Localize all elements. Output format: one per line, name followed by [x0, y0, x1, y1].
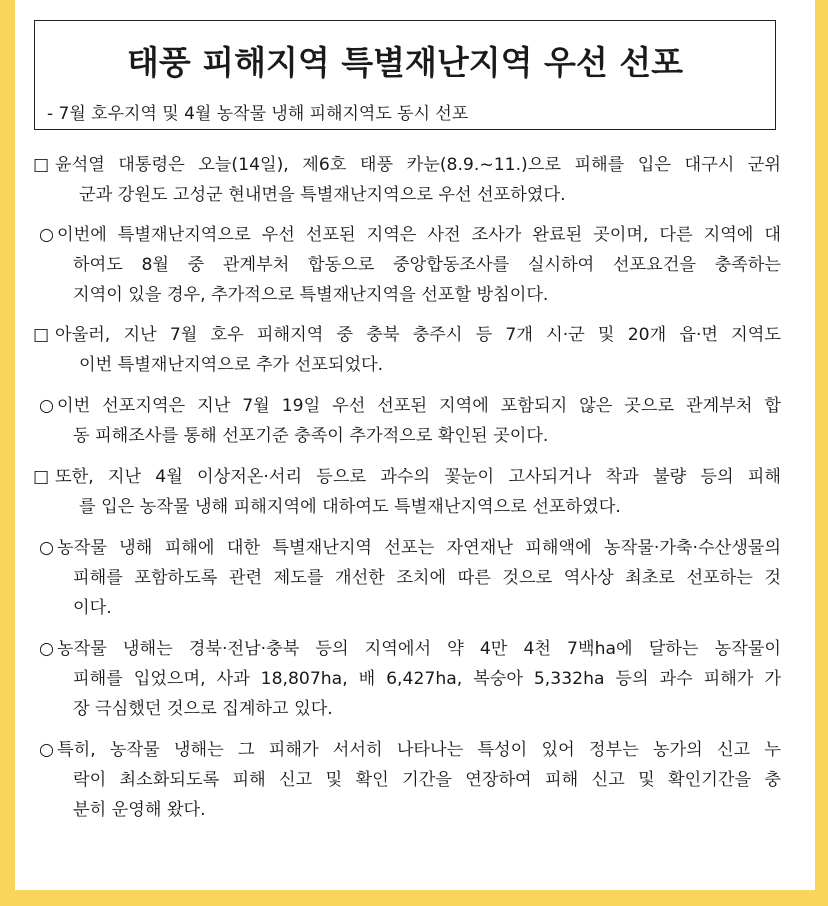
paragraph-line: 락이 최소화되도록 피해 신고 및 확인 기간을 연장하여 피해 신고 및 확인기간을 충: [73, 770, 781, 790]
square-bullet-icon: □: [33, 155, 50, 175]
page-title: 태풍 피해지역 특별재난지역 우선 선포: [126, 43, 683, 82]
paragraph-line: 동 피해조사를 통해 선포기준 충족이 추가적으로 확인된 곳이다.: [73, 426, 549, 446]
circle-bullet-icon: ○: [39, 538, 54, 558]
sub-point-paragraph: [15, 220, 815, 310]
paragraph-line: 아울러, 지난 7월 호우 피해지역 중 충북 충주시 등 7개 시·군 및 20개 읍·면 지역도: [55, 325, 781, 345]
sub-point-paragraph: [15, 735, 815, 825]
circle-bullet-icon: ○: [39, 639, 54, 659]
headline-box: [34, 20, 776, 130]
main-point-paragraph: [15, 462, 815, 522]
sub-point-paragraph: [15, 391, 815, 451]
square-bullet-icon: □: [33, 325, 50, 345]
paragraph-line: 하여도 8월 중 관계부처 합동으로 중앙합동조사를 실시하여 선포요건을 충족하는: [73, 255, 781, 275]
paragraph-line: 지역이 있을 경우, 추가적으로 특별재난지역을 선포할 방침이다.: [73, 285, 549, 305]
paragraph-line: 장 극심했던 것으로 집계하고 있다.: [73, 699, 333, 719]
paragraph-line: 농작물 냉해 피해에 대한 특별재난지역 선포는 자연재난 피해액에 농작물·가축·수산생물의: [57, 538, 781, 558]
paragraph-line: 군과 강원도 고성군 현내면을 특별재난지역으로 우선 선포하였다.: [79, 185, 566, 205]
sub-point-paragraph: [15, 634, 815, 724]
sub-point-paragraph: [15, 533, 815, 623]
paragraph-line: 윤석열 대통령은 오늘(14일), 제6호 태풍 카눈(8.9.~11.)으로 피해를 입은 대구시 군위: [55, 155, 781, 175]
paragraph-line: 이번에 특별재난지역으로 우선 선포된 지역은 사전 조사가 완료된 곳이며, 다른 지역에 대: [57, 225, 781, 245]
paragraph-line: 를 입은 농작물 냉해 피해지역에 대하여도 특별재난지역으로 선포하였다.: [79, 497, 621, 517]
paragraph-line: 피해를 포함하도록 관련 제도를 개선한 조치에 따른 것으로 역사상 최초로 선포하는 것: [73, 568, 781, 588]
circle-bullet-icon: ○: [39, 225, 54, 245]
page-subtitle: - 7월 호우지역 및 4월 농작물 냉해 피해지역도 동시 선포: [47, 104, 469, 124]
paragraph-line: 특히, 농작물 냉해는 그 피해가 서서히 나타나는 특성이 있어 정부는 농가의 신고 누: [57, 740, 781, 760]
press-release-page: [15, 0, 815, 890]
paragraph-line: 피해를 입었으며, 사과 18,807ha, 배 6,427ha, 복숭아 5,332ha 등의 과수 피해가 가: [73, 669, 781, 689]
paragraph-line: 또한, 지난 4월 이상저온·서리 등으로 과수의 꽃눈이 고사되거나 착과 불량 등의 피해: [55, 467, 781, 487]
article-body: [15, 150, 815, 825]
main-point-paragraph: [15, 320, 815, 380]
circle-bullet-icon: ○: [39, 396, 54, 416]
paragraph-line: 이번 특별재난지역으로 추가 선포되었다.: [79, 355, 384, 375]
square-bullet-icon: □: [33, 467, 50, 487]
main-point-paragraph: [15, 150, 815, 210]
paragraph-line: 이번 선포지역은 지난 7월 19일 우선 선포된 지역에 포함되지 않은 곳으로 관계부처 합: [57, 396, 781, 416]
paragraph-line: 농작물 냉해는 경북·전남·충북 등의 지역에서 약 4만 4천 7백ha에 달하는 농작물이: [57, 639, 781, 659]
paragraph-line: 이다.: [73, 598, 112, 618]
circle-bullet-icon: ○: [39, 740, 54, 760]
paragraph-line: 분히 운영해 왔다.: [73, 800, 206, 820]
